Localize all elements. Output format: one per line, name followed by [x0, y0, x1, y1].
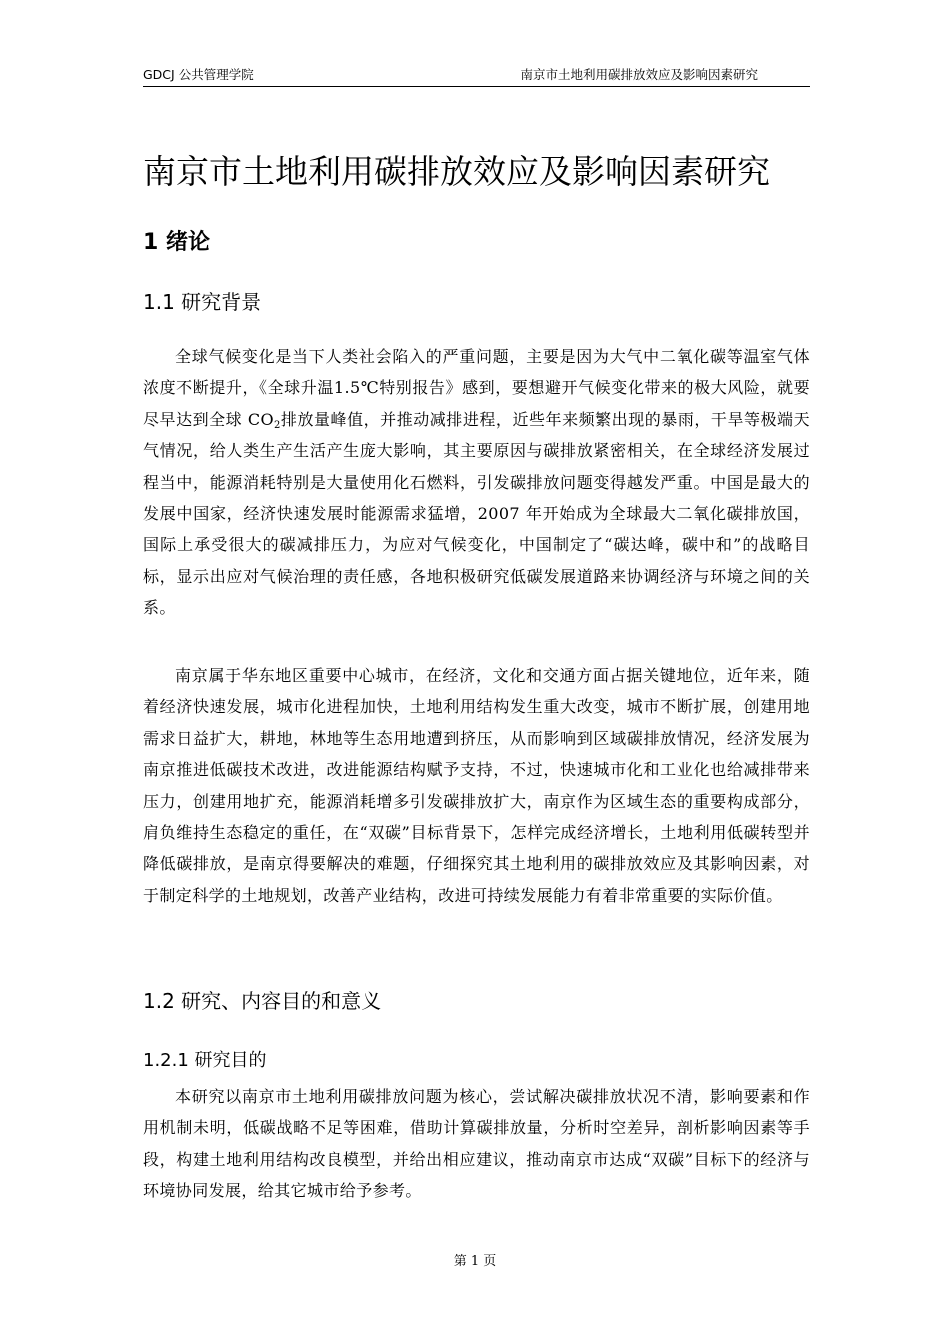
background-paragraph-1-part-b: 排放量峰值，并推动减排进程，近些年来频繁出现的暴雨，干旱等极端天气情况，给人类生产生活产生庞大影响，其主要原因与碳排放紧密相关，在全球经济发展过程当中，能源消耗特别是大量使用化石燃料，引发碳排放问题变得越发严重。中国是最大的发展中国家，经济快速发展时能源需求猛增，2007 年开始成为全球最大二氧化碳排放国，国际上承受很大的碳减排压力，为应对气候变化，中国制定了“碳达峰，碳中和”的战略目标，显示出应对气候治理的责任感，各地积极研究低碳发展道路来协调经济与环境之间的关系。 — [143, 409, 810, 618]
co2-formula-subscript: 2 — [274, 419, 281, 431]
section-heading-content-purpose-significance: 1.2 研究、内容目的和意义 — [143, 989, 382, 1013]
background-paragraph-1 — [143, 341, 810, 624]
page-header — [143, 66, 810, 87]
section-heading-introduction: 1 绪论 — [143, 230, 210, 255]
header-running-title: 南京市土地利用碳排放效应及影响因素研究 — [520, 67, 758, 82]
section-heading-background: 1.1 研究背景 — [143, 290, 262, 314]
section-heading-research-purpose: 1.2.1 研究目的 — [143, 1050, 267, 1071]
document-title: 南京市土地利用碳排放效应及影响因素研究 — [143, 152, 770, 191]
background-paragraph-1-part-a: 全球气候变化是当下人类社会陷入的严重问题，主要是因为大气中二氧化碳等温室气体浓度不断提升，《全球升温1.5℃特别报告》感到，要想避开气候变化带来的极大风险，就要尽早达到全球 — [143, 347, 810, 429]
header-institution: GDCJ 公共管理学院 — [143, 67, 254, 82]
page-number: 第 1 页 — [453, 1254, 497, 1269]
research-purpose-paragraph: 本研究以南京市土地利用碳排放问题为核心，尝试解决碳排放状况不清，影响要素和作用机制未明，低碳战略不足等困难，借助计算碳排放量，分析时空差异，剖析影响因素等手段，构建土地利用结构改良模型，并给出相应建议，推动南京市达成“双碳”目标下的经济与环境协同发展，给其它城市给予参考。 — [143, 1087, 810, 1201]
co2-formula-main: CO — [247, 409, 275, 429]
background-paragraph-2: 南京属于华东地区重要中心城市，在经济，文化和交通方面占据关键地位，近年来，随着经济快速发展，城市化进程加快，土地利用结构发生重大改变，城市不断扩展，创建用地需求日益扩大，耕地，林地等生态用地遭到挤压，从而影响到区域碳排放情况，经济发展为南京推进低碳技术改进，改进能源结构赋予支持，不过，快速城市化和工业化也给减排带来压力，创建用地扩充，能源消耗增多引发碳排放扩大，南京作为区域生态的重要构成部分，肩负维持生态稳定的重任，在“双碳”目标背景下，怎样完成经济增长，土地利用低碳转型并降低碳排放，是南京得要解决的难题，仔细探究其土地利用的碳排放效应及其影响因素，对于制定科学的土地规划，改善产业结构，改进可持续发展能力有着非常重要的实际价值。 — [143, 666, 810, 905]
co2-formula — [248, 410, 281, 429]
